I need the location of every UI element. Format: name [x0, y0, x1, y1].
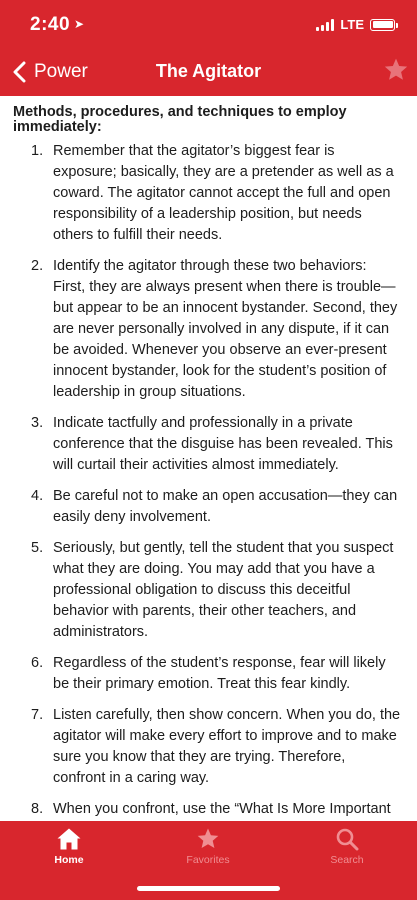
home-indicator [137, 886, 280, 891]
tab-bar [0, 821, 417, 900]
star-icon [195, 827, 221, 851]
list-item [0, 653, 417, 695]
battery-icon [370, 19, 395, 31]
section-title: Methods, procedures, and techniques to employ immediately: [13, 104, 347, 135]
article-content[interactable] [0, 96, 417, 821]
page-title: The Agitator [155, 61, 262, 81]
step-number: 8. [31, 801, 44, 817]
back-label: Power [34, 61, 88, 82]
home-icon [56, 827, 82, 851]
status-time [30, 14, 85, 36]
list-item [0, 256, 417, 403]
step-text: Listen carefully, then show concern. When you do, the agitator will make every effort to improve and to make sure you know that they are trying. Therefore, confront in a caring way. [53, 707, 401, 786]
step-text: Remember that the agitator’s biggest fear is exposure; basically, they are a pretender as well as a coward. The agitator cannot accept the full and open responsibility of a leadership position, but needs others to fulfill their needs. [53, 143, 394, 243]
signal-icon [316, 19, 334, 31]
tab-favorites-label: Favorites [186, 854, 230, 866]
step-text: Be careful not to make an open accusation—they can easily deny involvement. [53, 488, 398, 525]
network-label: LTE [340, 17, 364, 32]
step-number: 7. [31, 707, 44, 723]
list-item [0, 705, 417, 789]
step-text: Identify the agitator through these two behaviors: First, they are always present when there is trouble— but appear to be an innocent bystander. Second, they are never personally involved in any dispute, if it can be avoided. Whenever you observe an ever-present innocent bystander, look for the student’s position of leadership in group situations. [53, 258, 398, 400]
tab-home-label: Home [54, 854, 84, 866]
list-item [0, 486, 417, 528]
list-item [0, 799, 417, 821]
step-number: 3. [31, 415, 44, 431]
step-number: 6. [31, 655, 44, 671]
status-indicators [316, 17, 395, 32]
step-number: 2. [31, 258, 44, 274]
step-text: Indicate tactfully and professionally in a private conference that the disguise has been revealed. This will curtail their activities almost immediately. [53, 415, 393, 473]
location-arrow-icon: ➤ [74, 17, 85, 31]
step-text: Seriously, but gently, tell the student that you suspect what they are doing. You may add that you have a professional obligation to discuss this deceitful behavior with parents, their other teachers, and administrators. [53, 540, 394, 640]
tab-favorites[interactable] [168, 827, 248, 877]
tab-search[interactable] [307, 827, 387, 877]
app-header [0, 0, 417, 96]
list-item [0, 413, 417, 476]
step-text: When you confront, use the “What Is More Important [53, 801, 391, 817]
search-icon [334, 827, 360, 851]
step-text: Regardless of the student’s response, fear will likely be their primary emotion. Treat this fear kindly. [53, 655, 386, 692]
favorite-star-icon[interactable] [383, 57, 409, 83]
step-number: 1. [31, 143, 44, 159]
steps-list [0, 141, 417, 821]
nav-bar [0, 50, 417, 94]
step-number: 4. [31, 488, 44, 504]
list-item [0, 538, 417, 643]
step-number: 5. [31, 540, 44, 556]
tab-search-label: Search [330, 854, 364, 866]
status-bar [0, 0, 417, 50]
status-time-text: 2:40 [30, 14, 71, 35]
list-item [0, 141, 417, 246]
tab-home[interactable] [29, 827, 109, 877]
